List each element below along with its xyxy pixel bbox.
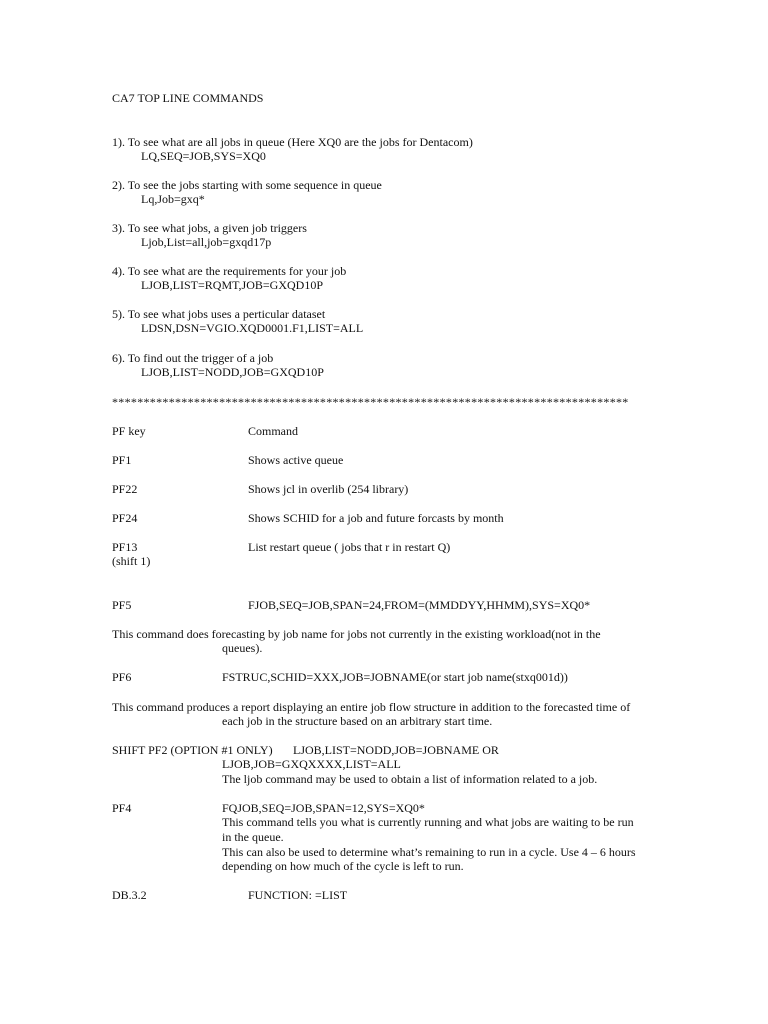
item-4-command: LJOB,LIST=RQMT,JOB=GXQD10P (141, 278, 323, 292)
item-6-description: 6). To find out the trigger of a job (112, 351, 274, 365)
pf5-key: PF5 (112, 598, 132, 612)
db-3-2-key: DB.3.2 (112, 888, 147, 902)
item-5-description: 5). To see what jobs uses a perticular dataset (112, 307, 326, 321)
pf5-command: FJOB,SEQ=JOB,SPAN=24,FROM=(MMDDYY,HHMM),SYS=XQ0* (248, 598, 591, 612)
pf1-key: PF1 (112, 453, 132, 467)
item-4-description: 4). To see what are the requirements for your job (112, 264, 347, 278)
separator-line: ********************************************************************************** (112, 395, 629, 409)
pf4-description-line4: depending on how much of the cycle is left to run. (222, 859, 464, 873)
pf13-command: List restart queue ( jobs that r in restart Q) (248, 540, 451, 554)
item-1-command: LQ,SEQ=JOB,SYS=XQ0 (141, 149, 266, 163)
pf5-description-line1: This command does forecasting by job name for jobs not currently in the existing workload(not in the (112, 627, 601, 641)
pf1-command: Shows active queue (248, 453, 344, 467)
item-3-command: Ljob,List=all,job=gxqd17p (141, 235, 272, 249)
item-5-command: LDSN,DSN=VGIO.XQD0001.F1,LIST=ALL (141, 321, 364, 335)
pf22-command: Shows jcl in overlib (254 library) (248, 482, 409, 496)
pf6-description-line1: This command produces a report displaying an entire job flow structure in addition to the forecasted time of (112, 700, 631, 714)
command-header: Command (248, 424, 298, 438)
pf4-description-line2: in the queue. (222, 830, 284, 844)
pf4-key: PF4 (112, 801, 132, 815)
pf4-description-line3: This can also be used to determine what’s remaining to run in a cycle. Use 4 – 6 hours (222, 845, 636, 859)
pf24-command: Shows SCHID for a job and future forcasts by month (248, 511, 504, 525)
db-3-2-function: FUNCTION: =LIST (248, 888, 348, 902)
pf6-key: PF6 (112, 670, 132, 684)
pf6-command: FSTRUC,SCHID=XXX,JOB=JOBNAME(or start job name(stxq001d)) (222, 670, 568, 684)
shift-pf2-command-1: LJOB,LIST=NODD,JOB=JOBNAME OR (293, 743, 499, 757)
pf6-description-line2: each job in the structure based on an arbitrary start time. (222, 714, 493, 728)
pf-key-header: PF key (112, 424, 146, 438)
pf24-key: PF24 (112, 511, 138, 525)
shift-pf2-command-2: LJOB,JOB=GXQXXXX,LIST=ALL (222, 757, 401, 771)
pf5-description-line2: queues). (222, 641, 263, 655)
pf13-key: PF13 (112, 540, 138, 554)
item-3-description: 3). To see what jobs, a given job triggers (112, 221, 307, 235)
shift-pf2-description: The ljob command may be used to obtain a list of information related to a job. (222, 772, 598, 786)
pf13-key-shift: (shift 1) (112, 554, 151, 568)
pf4-description-line1: This command tells you what is currently running and what jobs are waiting to be run (222, 815, 634, 829)
item-6-command: LJOB,LIST=NODD,JOB=GXQD10P (141, 365, 324, 379)
item-2-description: 2). To see the jobs starting with some sequence in queue (112, 178, 382, 192)
item-2-command: Lq,Job=gxq* (141, 192, 205, 206)
pf4-command: FQJOB,SEQ=JOB,SPAN=12,SYS=XQ0* (222, 801, 425, 815)
item-1-description: 1). To see what are all jobs in queue (Here XQ0 are the jobs for Dentacom) (112, 135, 473, 149)
pf22-key: PF22 (112, 482, 138, 496)
doc-title: CA7 TOP LINE COMMANDS (112, 91, 264, 105)
shift-pf2-key: SHIFT PF2 (OPTION #1 ONLY) (112, 743, 273, 757)
